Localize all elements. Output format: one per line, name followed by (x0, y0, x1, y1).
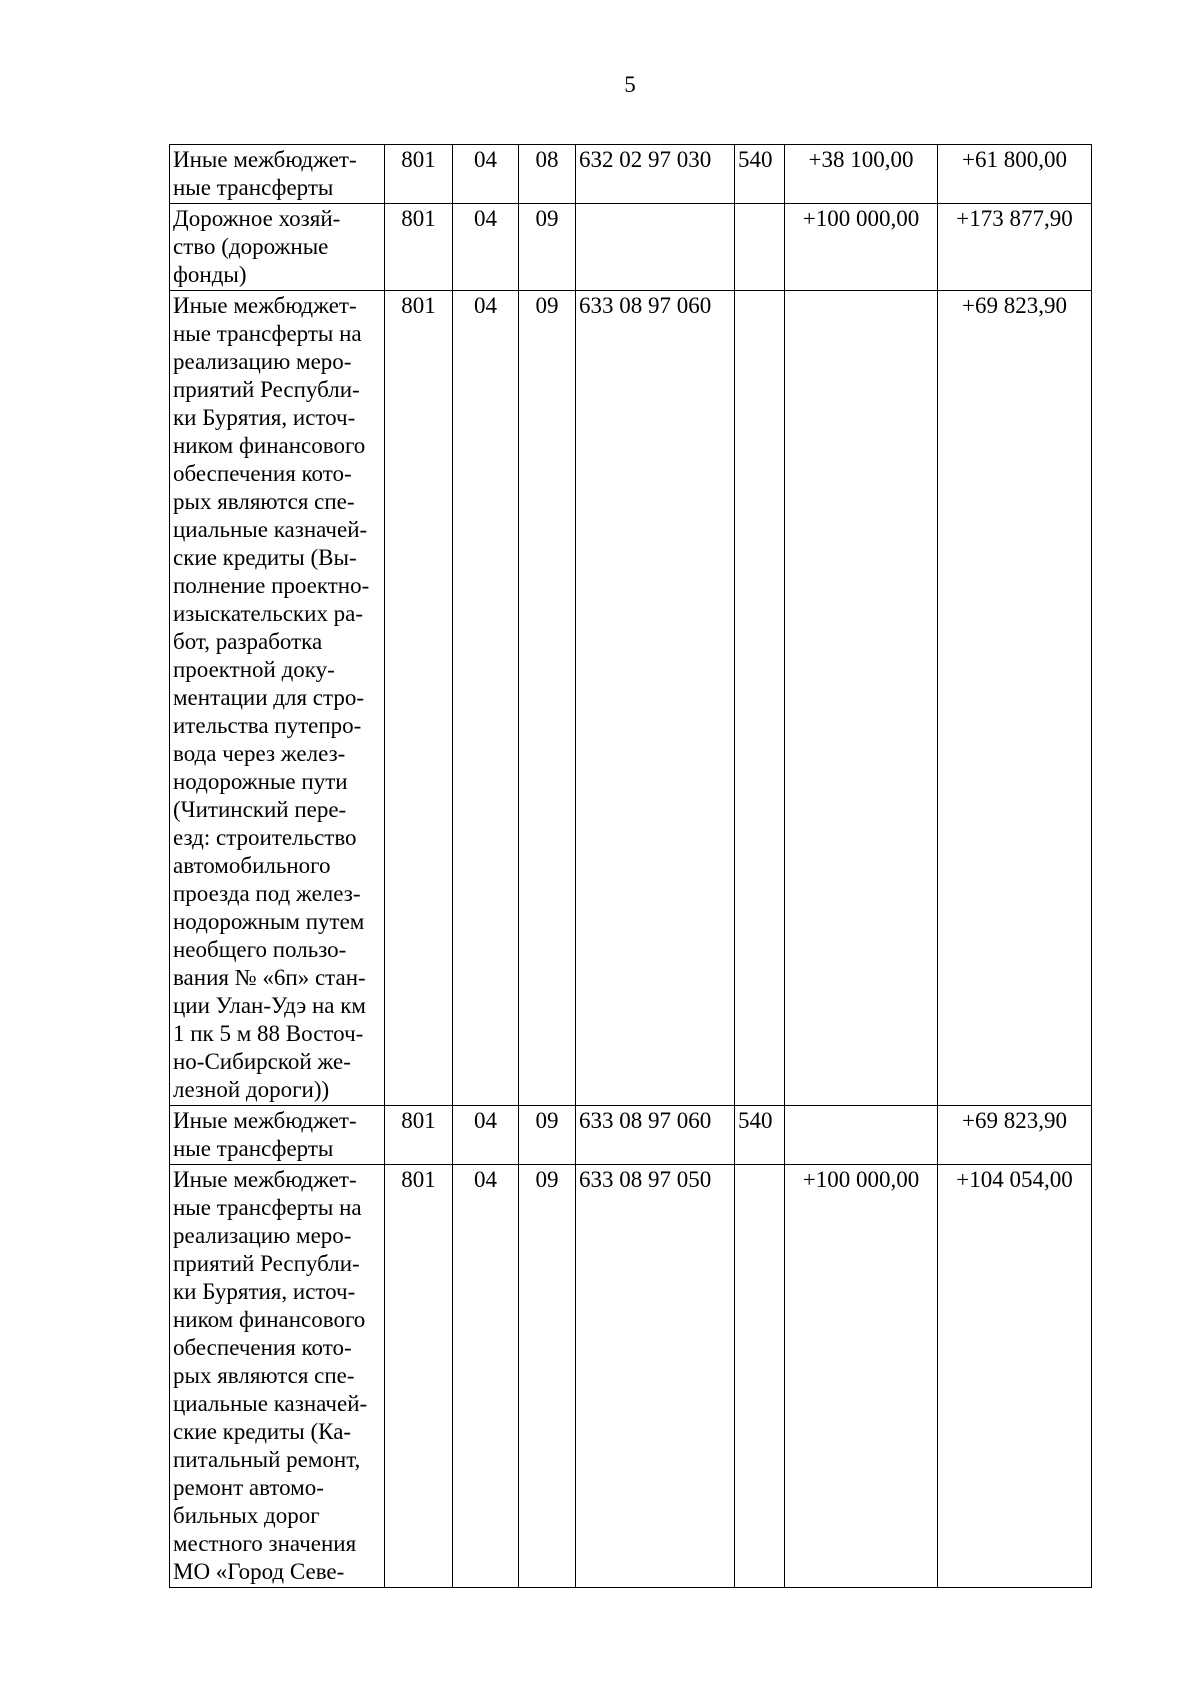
row-name-line: приятий Республи- (173, 1251, 360, 1276)
row-name-line: ные трансферты (173, 1136, 334, 1161)
row-name-line: бот, разработка (173, 629, 323, 654)
row-name-line: обеспечения кото- (173, 1335, 352, 1360)
row-name-line: ментации для стро- (173, 685, 364, 710)
row-name-line: Иные межбюджет- (173, 293, 357, 318)
row-amount1-cell: +100 000,00 (785, 1165, 938, 1588)
row-pr-cell: 09 (519, 1165, 576, 1588)
row-name-line: Иные межбюджет- (173, 1108, 357, 1133)
row-amount2-cell: +69 823,90 (938, 1106, 1092, 1165)
row-name-cell (170, 1165, 385, 1588)
row-vr-cell (735, 204, 785, 291)
row-vr-cell (735, 291, 785, 1106)
row-csr-cell (576, 204, 735, 291)
row-name-line: 1 пк 5 м 88 Восточ- (173, 1021, 364, 1046)
row-name-line: приятий Республи- (173, 377, 360, 402)
table-row (170, 204, 1092, 291)
row-name-line: ские кредиты (Вы- (173, 545, 357, 570)
row-name-line: автомобильного (173, 853, 331, 878)
row-name-line: ные трансферты на (173, 321, 362, 346)
row-amount2-cell: +69 823,90 (938, 291, 1092, 1106)
row-name-line: ские кредиты (Ка- (173, 1419, 352, 1444)
row-pr-cell: 08 (519, 145, 576, 204)
row-csr-cell: 633 08 97 050 (576, 1165, 735, 1588)
row-name-line: обеспечения кото- (173, 461, 352, 486)
row-name-line: ство (дорожные (173, 234, 329, 259)
row-name-line: МО «Город Севе- (173, 1559, 345, 1584)
row-name-cell (170, 204, 385, 291)
row-name-line: рых являются спе- (173, 489, 355, 514)
table-row (170, 291, 1092, 1106)
row-pr-cell: 09 (519, 204, 576, 291)
row-name-line: полнение проектно- (173, 573, 370, 598)
table-row (170, 1106, 1092, 1165)
row-name-line: реализацию меро- (173, 1223, 352, 1248)
row-name-line: езд: строительство (173, 825, 357, 850)
row-name-line: вания № «6п» стан- (173, 965, 366, 990)
table-row (170, 1165, 1092, 1588)
row-name-line: Иные межбюджет- (173, 147, 357, 172)
row-name-line: ные трансферты (173, 175, 334, 200)
budget-table (169, 144, 1092, 1588)
row-name-cell (170, 1106, 385, 1165)
row-vr-cell: 540 (735, 1106, 785, 1165)
row-gr-cell: 801 (385, 291, 453, 1106)
row-name-cell (170, 145, 385, 204)
row-name-line: проектной доку- (173, 657, 335, 682)
row-name-line: проезда под желез- (173, 881, 361, 906)
row-gr-cell: 801 (385, 145, 453, 204)
row-name-line: ции Улан-Удэ на км (173, 993, 366, 1018)
row-name-line: вода через желез- (173, 741, 346, 766)
row-csr-cell: 633 08 97 060 (576, 291, 735, 1106)
row-name-line: ником финансового (173, 433, 366, 458)
row-name-line: но-Сибирской же- (173, 1049, 351, 1074)
row-name-line: Иные межбюджет- (173, 1167, 357, 1192)
row-name-line: ные трансферты на (173, 1195, 362, 1220)
row-pr-cell: 09 (519, 291, 576, 1106)
row-amount1-cell: +100 000,00 (785, 204, 938, 291)
table-row (170, 145, 1092, 204)
row-gr-cell: 801 (385, 1106, 453, 1165)
row-rz-cell: 04 (453, 145, 519, 204)
row-name-cell (170, 291, 385, 1106)
row-gr-cell: 801 (385, 1165, 453, 1588)
row-name-line: лезной дороги)) (173, 1077, 330, 1102)
row-name-line: фонды) (173, 262, 247, 287)
row-csr-cell: 632 02 97 030 (576, 145, 735, 204)
row-name-line: циальные казначей- (173, 517, 368, 542)
row-csr-cell: 633 08 97 060 (576, 1106, 735, 1165)
row-rz-cell: 04 (453, 1165, 519, 1588)
row-name-line: (Читинский пере- (173, 797, 347, 822)
row-rz-cell: 04 (453, 204, 519, 291)
budget-table-body (170, 145, 1092, 1588)
row-name-line: нодорожные пути (173, 769, 348, 794)
page-number: 5 (624, 72, 636, 97)
row-name-line: ки Бурятия, источ- (173, 1279, 356, 1304)
row-name-line: ником финансового (173, 1307, 366, 1332)
row-amount1-cell (785, 291, 938, 1106)
row-name-line: ремонт автомо- (173, 1475, 324, 1500)
row-vr-cell: 540 (735, 145, 785, 204)
row-name-line: рых являются спе- (173, 1363, 355, 1388)
row-name-line: Дорожное хозяй- (173, 206, 341, 231)
row-name-line: нодорожным путем (173, 909, 365, 934)
row-amount1-cell (785, 1106, 938, 1165)
row-amount1-cell: +38 100,00 (785, 145, 938, 204)
row-name-line: местного значения (173, 1531, 357, 1556)
row-name-line: необщего пользо- (173, 937, 347, 962)
row-gr-cell: 801 (385, 204, 453, 291)
row-name-line: ительства путепро- (173, 713, 362, 738)
row-amount2-cell: +173 877,90 (938, 204, 1092, 291)
row-pr-cell: 09 (519, 1106, 576, 1165)
row-name-line: ки Бурятия, источ- (173, 405, 356, 430)
row-amount2-cell: +61 800,00 (938, 145, 1092, 204)
row-name-line: реализацию меро- (173, 349, 352, 374)
row-amount2-cell: +104 054,00 (938, 1165, 1092, 1588)
row-vr-cell (735, 1165, 785, 1588)
row-name-line: циальные казначей- (173, 1391, 368, 1416)
row-rz-cell: 04 (453, 291, 519, 1106)
row-rz-cell: 04 (453, 1106, 519, 1165)
row-name-line: изыскательских ра- (173, 601, 364, 626)
row-name-line: бильных дорог (173, 1503, 320, 1528)
row-name-line: питальный ремонт, (173, 1447, 361, 1472)
